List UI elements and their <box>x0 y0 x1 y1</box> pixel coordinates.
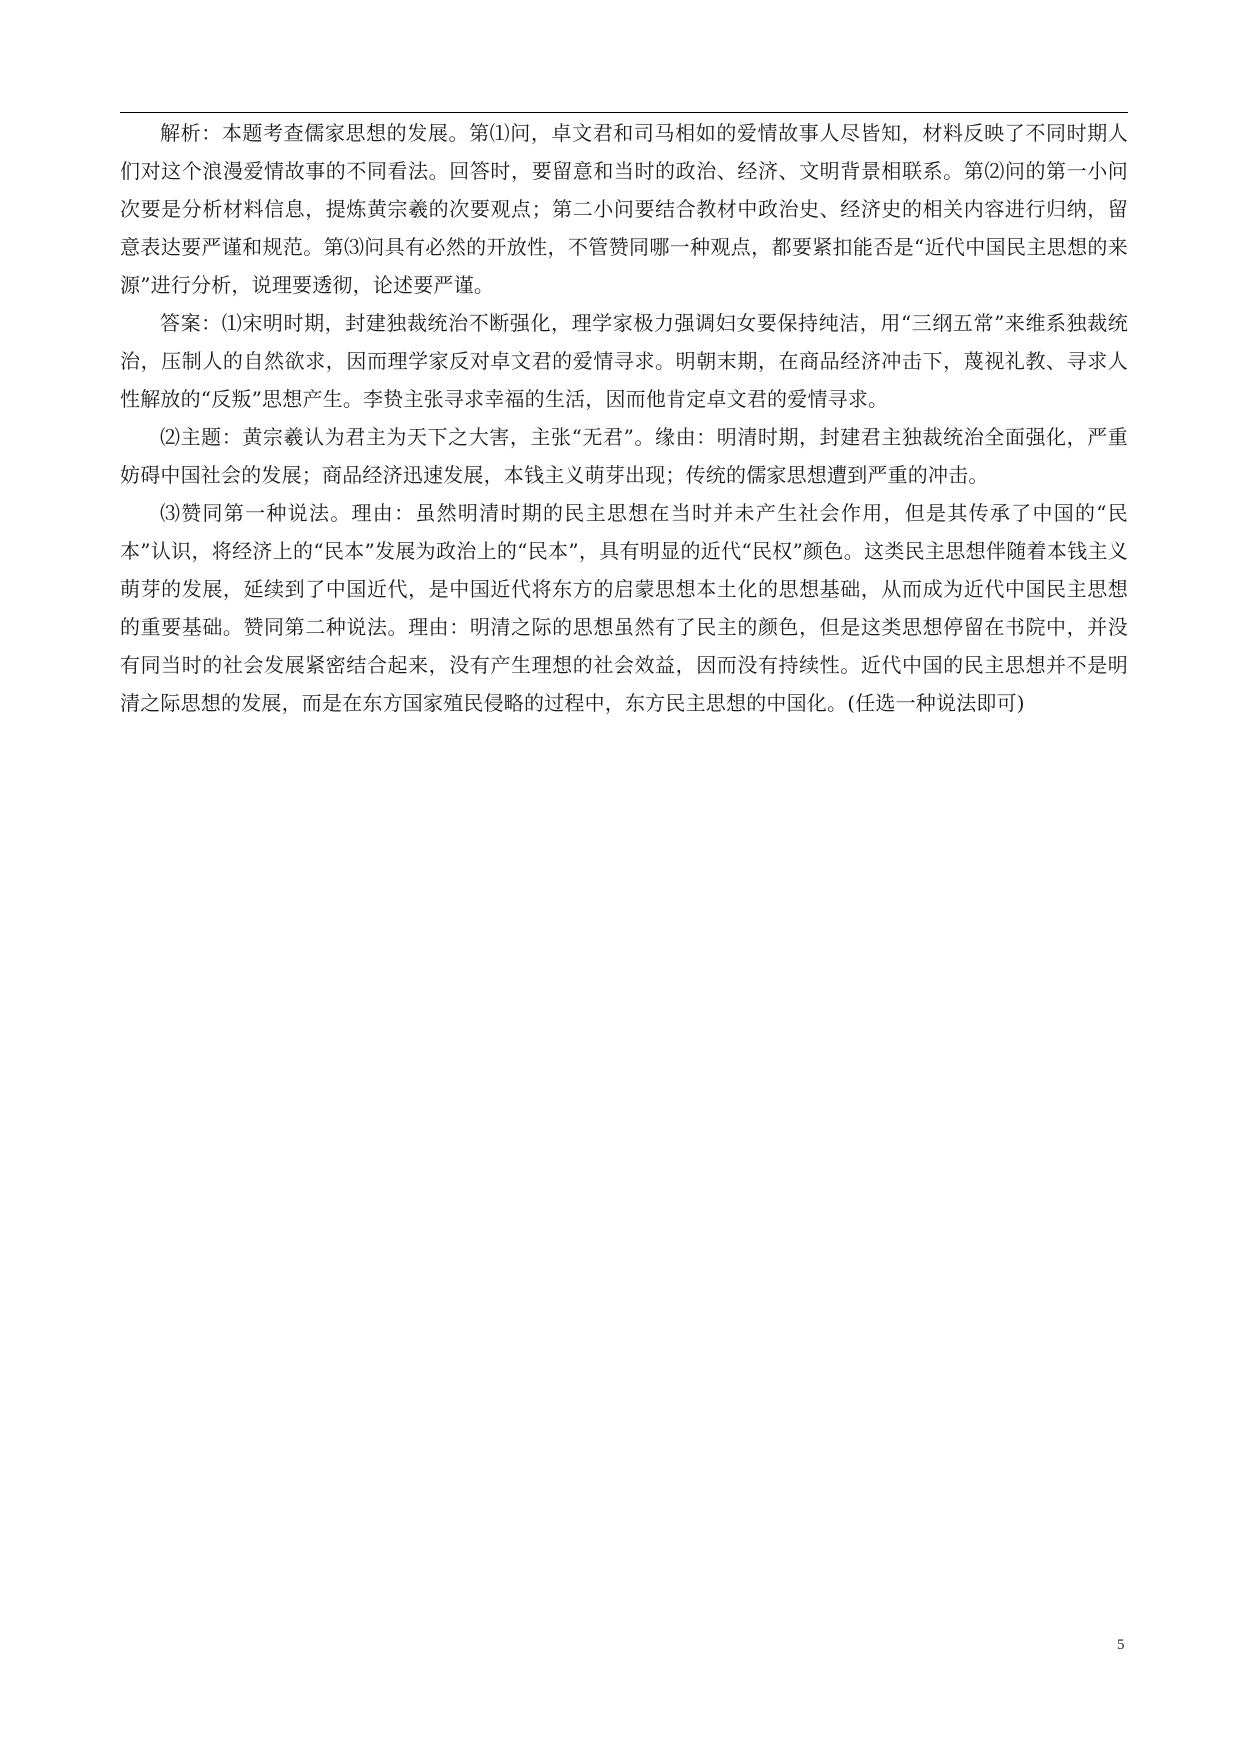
analysis-paragraph: 解析：本题考查儒家思想的发展。第⑴问，卓文君和司马相如的爱情故事人尽皆知，材料反映了不同时期人们对这个浪漫爱情故事的不同看法。回答时，要留意和当时的政治、经济、文明背景相联系。第⑵问的第一小问次要是分析材料信息，提炼黄宗羲的次要观点；第二小问要结合教材中政治史、经济史的相关内容进行归纳，留意表达要严谨和规范。第⑶问具有必然的开放性，不管赞同哪一种观点，都要紧扣能否是“近代中国民主思想的来源”进行分析，说理要透彻，论述要严谨。 <box>120 121 1128 297</box>
answer-paragraph-2: ⑵主题：黄宗羲认为君主为天下之大害，主张“无君”。缘由：明清时期，封建君主独裁统治全面强化，严重妨碍中国社会的发展；商品经济迅速发展，本钱主义萌芽出现；传统的儒家思想遭到严重的冲击。 <box>120 425 1128 487</box>
answer-paragraph-3: ⑶赞同第一种说法。理由：虽然明清时期的民主思想在当时并未产生社会作用，但是其传承了中国的“民本”认识，将经济上的“民本”发展为政治上的“民本”，具有明显的近代“民权”颜色。这类民主思想伴随着本钱主义萌芽的发展，延续到了中国近代，是中国近代将东方的启蒙思想本土化的思想基础，从而成为近代中国民主思想的重要基础。赞同第二种说法。理由：明清之际的思想虽然有了民主的颜色，但是这类思想停留在书院中，并没有同当时的社会发展紧密结合起来，没有产生理想的社会效益，因而没有持续性。近代中国的民主思想并不是明清之际思想的发展，而是在东方国家殖民侵略的过程中，东方民主思想的中国化。(任选一种说法即可) <box>120 501 1128 715</box>
page-number: 5 <box>1117 1637 1125 1653</box>
document-body <box>120 114 1128 722</box>
header-rule <box>120 112 1128 113</box>
answer-paragraph-1: 答案：⑴宋明时期，封建独裁统治不断强化，理学家极力强调妇女要保持纯洁，用“三纲五常”来维系独裁统治，压制人的自然欲求，因而理学家反对卓文君的爱情寻求。明朝末期，在商品经济冲击下，蔑视礼教、寻求人性解放的“反叛”思想产生。李贽主张寻求幸福的生活，因而他肯定卓文君的爱情寻求。 <box>120 311 1128 411</box>
